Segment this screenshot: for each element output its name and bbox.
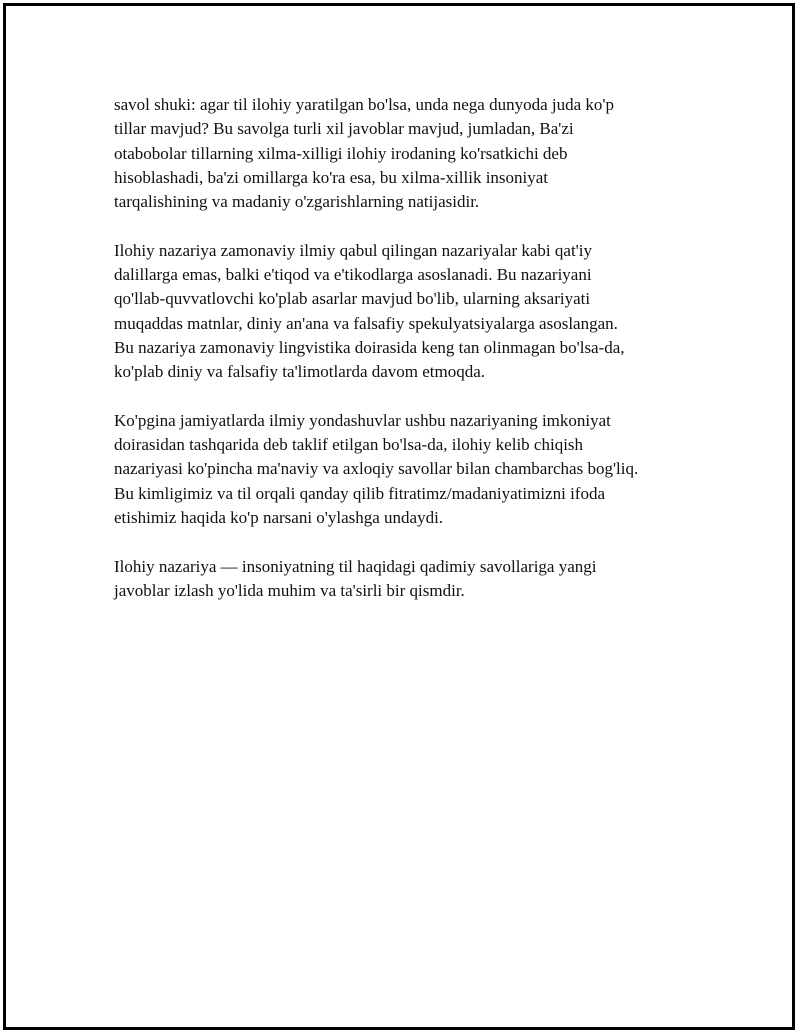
paragraph-2: Ilohiy nazariya zamonaviy ilmiy qabul qilingan nazariyalar kabi qat'iy dalillarga emas, balki e'tiqod va e'tikodlarga asoslanadi. Bu nazariyani qo'llab-quvvatlovchi ko'plab asarlar mavjud bo'lib, ularning aksariyati muqaddas matnlar, diniy an'ana va falsafiy spekulyatsiyalarga asoslangan. Bu nazariya zamonaviy lingvistika doirasida keng tan olinmagan bo'lsa-da, ko'plab diniy va falsafiy ta'limotlarda davom etmoqda.: [114, 240, 625, 382]
paragraph-4: Ilohiy nazariya — insoniyatning til haqidagi qadimiy savollariga yangi javoblar izlash yo'lida muhim va ta'sirli bir qismdir.: [114, 556, 597, 600]
paragraph-1: savol shuki: agar til ilohiy yaratilgan bo'lsa, unda nega dunyoda juda ko'p tillar mavjud? Bu savolga turli xil javoblar mavjud, jumladan, Ba'zi otabobolar tillarning xilma-xilligi ilohiy irodaning ko'rsatkichi deb hisoblashadi, ba'zi omillarga ko'ra esa, bu xilma-xillik insoniyat tarqalishining va madaniy o'zgarishlarning natijasidir.: [114, 95, 614, 212]
paragraph-3: Ko'pgina jamiyatlarda ilmiy yondashuvlar ushbu nazariyaning imkoniyat doirasidan tashqarida deb taklif etilgan bo'lsa-da, ilohiy kelib chiqish nazariyasi ko'pincha ma'naviy va axloqiy savollar bilan chambarchas bog'liq. Bu kimligimiz va til orqali qanday qilib fitratimz/madaniyatimizni ifoda etishimiz haqida ko'p narsani o'ylashga undaydi.: [114, 410, 639, 528]
document-body: [114, 93, 704, 628]
